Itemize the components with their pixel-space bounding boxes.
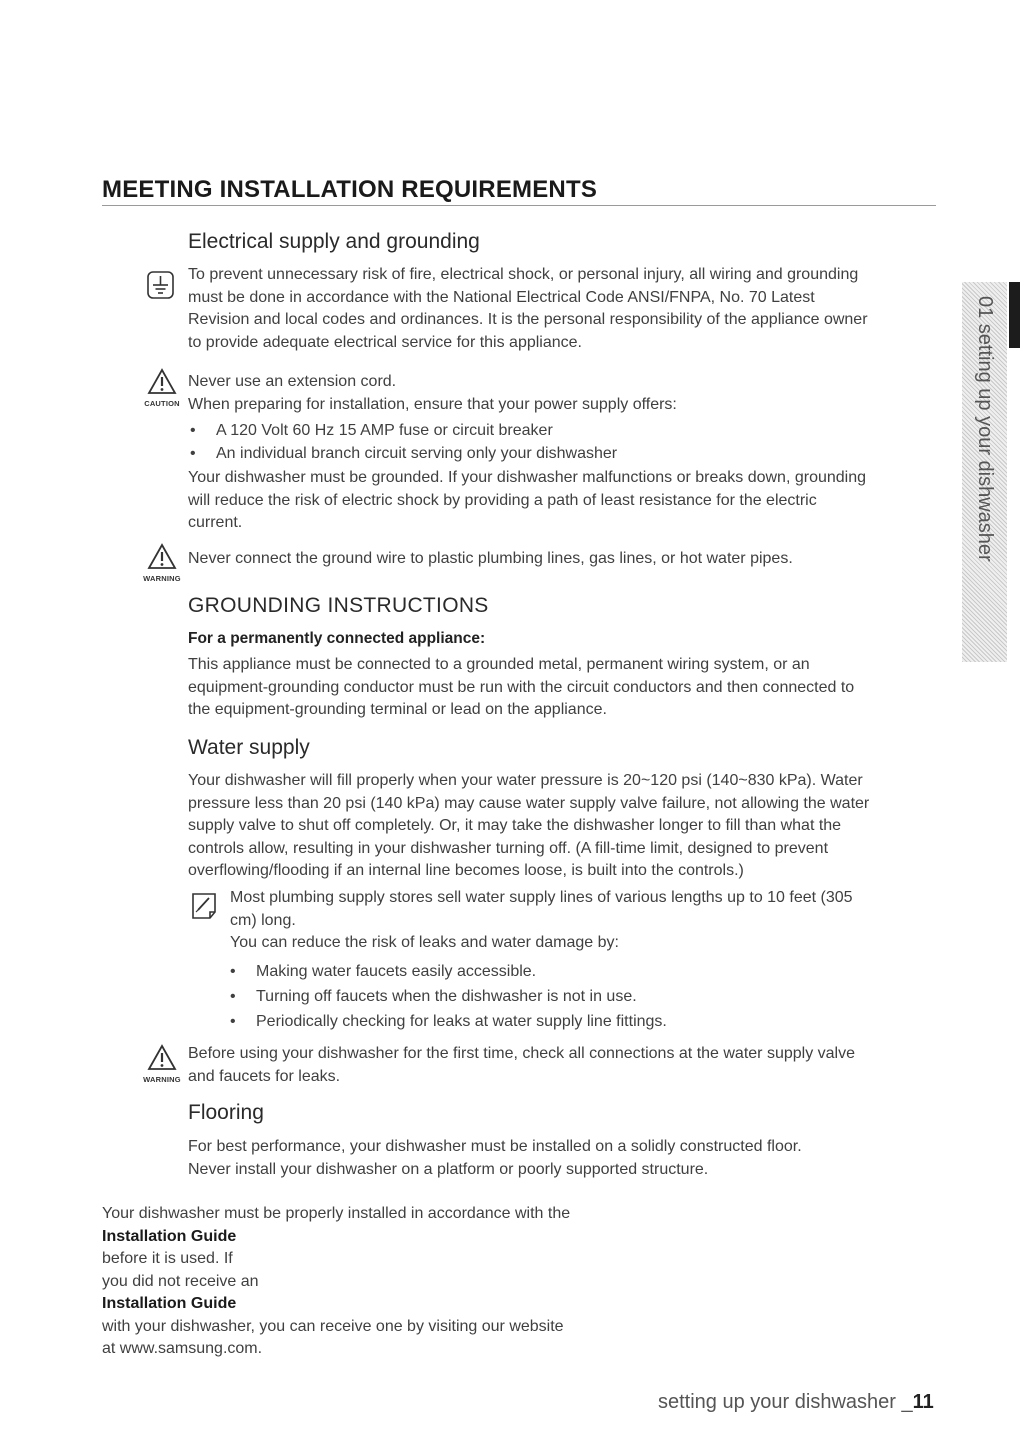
- warning-icon: [147, 543, 177, 570]
- chapter-tab-marker: [1009, 282, 1020, 348]
- electrical-note: To prevent unnecessary risk of fire, electrical shock, or personal injury, all wiring and grounding must be done in accordance with the National Electrical Code ANSI/FNPA, No. 70 Latest Revision and local codes and ordinances. It is the personal responsibility of the appliance owner to provide adequate electrical service for this appliance.: [188, 266, 868, 351]
- water-note: Most plumbing supply stores sell water supply lines of various lengths up to 10 feet (305 cm) long. You can reduce the risk of leaks and water damage by:: [230, 889, 853, 951]
- warning-icon: [147, 1044, 177, 1071]
- caution-icon: [147, 368, 177, 395]
- caution-symbol: [142, 368, 182, 408]
- grounding-subheading: For a permanently connected appliance:: [188, 630, 486, 647]
- warning-label: WARNING: [143, 574, 181, 583]
- electrical-heading: Electrical supply and grounding: [188, 230, 480, 253]
- installation-guide-ref: Installation Guide: [102, 1295, 237, 1312]
- page-footer: setting up your dishwasher _11: [658, 1391, 934, 1413]
- water-warning-text: Before using your dishwasher for the first time, check all connections at the water supply valve and faucets for leaks.: [188, 1045, 855, 1085]
- caution-label: CAUTION: [144, 399, 180, 408]
- list-item: • A 120 Volt 60 Hz 15 AMP fuse or circuit breaker: [190, 422, 553, 439]
- water-heading: Water supply: [188, 736, 310, 759]
- grounding-paragraph: Your dishwasher must be grounded. If your dishwasher malfunctions or breaks down, grounding will reduce the risk of electric shock by providing a path of least resistance for the electric current.: [188, 469, 867, 531]
- grounding-instructions: This appliance must be connected to a grounded metal, permanent wiring system, or an equipment-grounding conductor must be run with the circuit conductors and then connected to the equipment-grounding terminal or lead on the appliance.: [188, 656, 855, 718]
- note-icon: [188, 890, 220, 927]
- flooring-heading: Flooring: [188, 1101, 264, 1124]
- warning-label: WARNING: [143, 1075, 181, 1084]
- warning-text: Never connect the ground wire to plastic plumbing lines, gas lines, or hot water pipes.: [188, 550, 793, 567]
- page-number: 11: [912, 1391, 934, 1413]
- list-item: • Making water faucets easily accessible.: [230, 963, 537, 980]
- water-paragraph: Your dishwasher will fill properly when your water pressure is 20~120 psi (140~830 kPa). Water pressure less than 20 psi (140 kPa) may cause water supply valve failure, not allowing the water supply valve to shut off completely. Or, it may take the dishwasher longer to fill than what the controls allow, resulting in your dishwasher turning off. (A fill-time limit, designed to prevent overflowing/flooding if an internal line becomes loose, is built into the controls.): [188, 772, 870, 879]
- warning-symbol: [142, 1044, 182, 1084]
- list-item: • An individual branch circuit serving only your dishwasher: [190, 445, 618, 462]
- installation-guide-ref: Installation Guide: [102, 1227, 237, 1245]
- warning-symbol: [142, 543, 182, 583]
- title-divider: [102, 205, 936, 206]
- ground-note-icon: [146, 270, 176, 307]
- list-item: • Periodically checking for leaks at water supply line fittings.: [230, 1013, 667, 1030]
- installation-guide-paragraph: Your dishwasher must be properly installed in accordance with the Installation Guide before it is used. If you did not receive an Installation Guide with your dishwasher, you can receive one by visiting our website at www.samsung.com.: [102, 1205, 571, 1357]
- flooring-paragraph: For best performance, your dishwasher must be installed on a solidly constructed floor. Never install your dishwasher on a platform or poorly supported structure.: [188, 1138, 802, 1178]
- grounding-heading: GROUNDING INSTRUCTIONS: [188, 594, 489, 617]
- chapter-tab-label: 01 setting up your dishwasher: [974, 296, 996, 562]
- list-item: • Turning off faucets when the dishwasher is not in use.: [230, 988, 637, 1005]
- caution-text: Never use an extension cord. When preparing for installation, ensure that your power supply offers:: [188, 373, 677, 413]
- page-title: MEETING INSTALLATION REQUIREMENTS: [102, 176, 598, 203]
